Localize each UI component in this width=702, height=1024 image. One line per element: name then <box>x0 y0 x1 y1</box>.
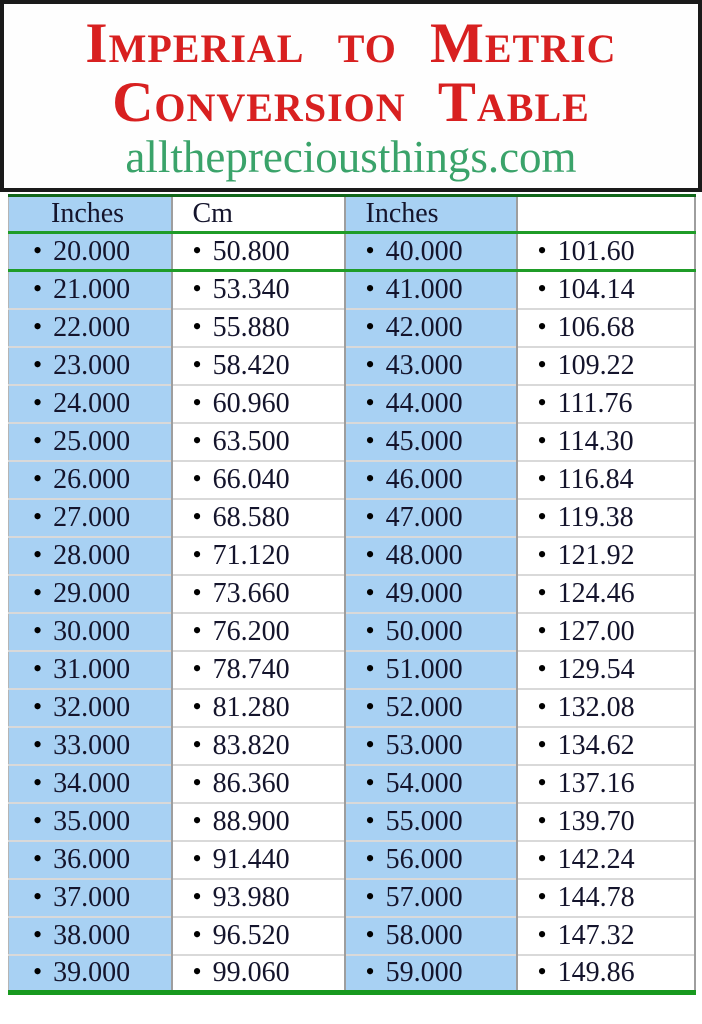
bullet-icon: • <box>192 881 202 911</box>
column-header-inches-2: Inches <box>345 196 517 233</box>
bullet-icon: • <box>192 691 202 721</box>
cell-value: 119.38 <box>557 501 634 533</box>
cell-value: 40.000 <box>385 235 463 267</box>
table-cell <box>517 461 695 499</box>
bullet-icon: • <box>537 425 547 455</box>
table-cell <box>172 347 345 385</box>
bullet-icon: • <box>192 843 202 873</box>
bullet-icon: • <box>537 501 547 531</box>
bullet-icon: • <box>33 881 43 911</box>
table-cell <box>9 803 172 841</box>
cell-value: 22.000 <box>53 311 131 343</box>
cell-value: 88.900 <box>212 805 290 837</box>
table-row <box>9 651 695 689</box>
table-cell <box>9 423 172 461</box>
bullet-icon: • <box>33 425 43 455</box>
bullet-icon: • <box>365 919 375 949</box>
table-cell <box>172 461 345 499</box>
table-row <box>9 917 695 955</box>
header-row <box>9 196 695 233</box>
table-cell <box>517 841 695 879</box>
cell-value: 48.000 <box>385 539 463 571</box>
cell-value: 55.000 <box>385 805 463 837</box>
bullet-icon: • <box>365 843 375 873</box>
bullet-icon: • <box>365 729 375 759</box>
table-cell <box>172 917 345 955</box>
table-cell <box>345 727 517 765</box>
cell-value: 54.000 <box>385 767 463 799</box>
website-url: allthepreciousthings.com <box>125 132 577 182</box>
cell-value: 111.76 <box>557 387 633 419</box>
table-cell <box>172 841 345 879</box>
bullet-icon: • <box>192 767 202 797</box>
bullet-icon: • <box>33 919 43 949</box>
bullet-icon: • <box>365 425 375 455</box>
cell-value: 78.740 <box>212 653 290 685</box>
bullet-icon: • <box>192 273 202 303</box>
bullet-icon: • <box>365 349 375 379</box>
cell-value: 127.00 <box>557 615 635 647</box>
bullet-icon: • <box>537 349 547 379</box>
cell-value: 124.46 <box>557 577 635 609</box>
bullet-icon: • <box>192 615 202 645</box>
table-cell <box>9 309 172 347</box>
table-cell <box>9 917 172 955</box>
bullet-icon: • <box>365 881 375 911</box>
cell-value: 33.000 <box>53 729 131 761</box>
table-row <box>9 841 695 879</box>
bullet-icon: • <box>365 539 375 569</box>
table-row <box>9 499 695 537</box>
table-cell <box>9 575 172 613</box>
table-cell <box>517 499 695 537</box>
bullet-icon: • <box>33 273 43 303</box>
bullet-icon: • <box>192 311 202 341</box>
table-cell <box>517 879 695 917</box>
bullet-icon: • <box>33 539 43 569</box>
table-cell <box>9 347 172 385</box>
cell-value: 101.60 <box>557 235 635 267</box>
bullet-icon: • <box>33 653 43 683</box>
bullet-icon: • <box>33 729 43 759</box>
bullet-icon: • <box>192 729 202 759</box>
bullet-icon: • <box>33 387 43 417</box>
bullet-icon: • <box>192 805 202 835</box>
cell-value: 116.84 <box>557 463 634 495</box>
cell-value: 86.360 <box>212 767 290 799</box>
bullet-icon: • <box>192 577 202 607</box>
table-cell <box>9 461 172 499</box>
table-row <box>9 727 695 765</box>
table-cell <box>172 613 345 651</box>
cell-value: 50.800 <box>212 235 290 267</box>
table-row <box>9 461 695 499</box>
bullet-icon: • <box>192 425 202 455</box>
table-cell <box>517 651 695 689</box>
table-row <box>9 803 695 841</box>
table-cell <box>345 233 517 271</box>
table-cell <box>9 841 172 879</box>
table-row <box>9 271 695 309</box>
bullet-icon: • <box>33 463 43 493</box>
table-cell <box>517 347 695 385</box>
table-cell <box>9 537 172 575</box>
table-cell <box>345 499 517 537</box>
cell-value: 53.000 <box>385 729 463 761</box>
cell-value: 99.060 <box>212 956 290 988</box>
cell-value: 46.000 <box>385 463 463 495</box>
bullet-icon: • <box>537 956 547 986</box>
table-cell <box>345 537 517 575</box>
cell-value: 73.660 <box>212 577 290 609</box>
cell-value: 30.000 <box>53 615 131 647</box>
bullet-icon: • <box>192 539 202 569</box>
bullet-icon: • <box>537 577 547 607</box>
cell-value: 56.000 <box>385 843 463 875</box>
table-cell <box>172 309 345 347</box>
cell-value: 20.000 <box>53 235 131 267</box>
cell-value: 59.000 <box>385 956 463 988</box>
bullet-icon: • <box>537 919 547 949</box>
table-cell <box>9 613 172 651</box>
table-cell <box>345 271 517 309</box>
table-cell <box>345 879 517 917</box>
table-cell <box>172 537 345 575</box>
table-cell <box>345 423 517 461</box>
table-cell <box>172 651 345 689</box>
cell-value: 31.000 <box>53 653 131 685</box>
bullet-icon: • <box>192 919 202 949</box>
bullet-icon: • <box>365 273 375 303</box>
cell-value: 44.000 <box>385 387 463 419</box>
cell-value: 60.960 <box>212 387 290 419</box>
bullet-icon: • <box>33 235 43 265</box>
cell-value: 149.86 <box>557 956 635 988</box>
table-cell <box>345 347 517 385</box>
bullet-icon: • <box>537 767 547 797</box>
table-cell <box>517 423 695 461</box>
cell-value: 96.520 <box>212 919 290 951</box>
bullet-icon: • <box>192 463 202 493</box>
cell-value: 42.000 <box>385 311 463 343</box>
bullet-icon: • <box>33 577 43 607</box>
cell-value: 129.54 <box>557 653 635 685</box>
cell-value: 49.000 <box>385 577 463 609</box>
bullet-icon: • <box>365 767 375 797</box>
table-row <box>9 955 695 993</box>
cell-value: 47.000 <box>385 501 463 533</box>
table-row <box>9 423 695 461</box>
table-cell <box>9 765 172 803</box>
table-row <box>9 309 695 347</box>
table-cell <box>9 727 172 765</box>
bullet-icon: • <box>365 805 375 835</box>
bullet-icon: • <box>33 691 43 721</box>
cell-value: 147.32 <box>557 919 635 951</box>
cell-value: 51.000 <box>385 653 463 685</box>
bullet-icon: • <box>33 349 43 379</box>
bullet-icon: • <box>33 615 43 645</box>
cell-value: 139.70 <box>557 805 635 837</box>
table-cell <box>345 613 517 651</box>
table-row <box>9 233 695 271</box>
cell-value: 106.68 <box>557 311 635 343</box>
table-row <box>9 347 695 385</box>
table-cell <box>172 423 345 461</box>
table-cell <box>517 309 695 347</box>
table-cell <box>345 385 517 423</box>
cell-value: 50.000 <box>385 615 463 647</box>
bullet-icon: • <box>537 463 547 493</box>
table-cell <box>517 955 695 993</box>
table-cell <box>517 385 695 423</box>
table-cell <box>517 765 695 803</box>
conversion-table-wrapper <box>0 192 702 995</box>
bullet-icon: • <box>33 311 43 341</box>
cell-value: 45.000 <box>385 425 463 457</box>
bullet-icon: • <box>365 311 375 341</box>
cell-value: 39.000 <box>53 956 131 988</box>
cell-value: 26.000 <box>53 463 131 495</box>
cell-value: 21.000 <box>53 273 131 305</box>
table-cell <box>345 309 517 347</box>
cell-value: 68.580 <box>212 501 290 533</box>
table-row <box>9 537 695 575</box>
cell-value: 37.000 <box>53 881 131 913</box>
bullet-icon: • <box>192 349 202 379</box>
column-header-cm-2 <box>517 196 695 233</box>
table-cell <box>9 499 172 537</box>
bullet-icon: • <box>365 615 375 645</box>
bullet-icon: • <box>192 956 202 986</box>
table-cell <box>172 955 345 993</box>
table-cell <box>345 765 517 803</box>
table-cell <box>172 385 345 423</box>
table-cell <box>9 879 172 917</box>
table-cell <box>172 803 345 841</box>
table-cell <box>517 271 695 309</box>
bullet-icon: • <box>537 843 547 873</box>
cell-value: 58.420 <box>212 349 290 381</box>
cell-value: 81.280 <box>212 691 290 723</box>
table-row <box>9 879 695 917</box>
table-row <box>9 575 695 613</box>
cell-value: 83.820 <box>212 729 290 761</box>
cell-value: 29.000 <box>53 577 131 609</box>
cell-value: 38.000 <box>53 919 131 951</box>
bullet-icon: • <box>33 956 43 986</box>
cell-value: 34.000 <box>53 767 131 799</box>
bullet-icon: • <box>537 311 547 341</box>
column-header-cm-1: Cm <box>172 196 345 233</box>
table-cell <box>9 385 172 423</box>
bullet-icon: • <box>537 273 547 303</box>
bullet-icon: • <box>192 501 202 531</box>
cell-value: 114.30 <box>557 425 634 457</box>
table-cell <box>517 917 695 955</box>
table-cell <box>172 499 345 537</box>
cell-value: 137.16 <box>557 767 635 799</box>
page-title-line1: Imperial to Metric <box>85 12 617 75</box>
cell-value: 57.000 <box>385 881 463 913</box>
bullet-icon: • <box>365 577 375 607</box>
bullet-icon: • <box>537 387 547 417</box>
bullet-icon: • <box>365 956 375 986</box>
cell-value: 53.340 <box>212 273 290 305</box>
table-cell <box>172 575 345 613</box>
page-title-line2: Conversion Table <box>112 71 590 134</box>
table-cell <box>517 803 695 841</box>
cell-value: 24.000 <box>53 387 131 419</box>
cell-value: 93.980 <box>212 881 290 913</box>
table-cell <box>172 879 345 917</box>
cell-value: 109.22 <box>557 349 635 381</box>
table-row <box>9 613 695 651</box>
bullet-icon: • <box>537 615 547 645</box>
table-body <box>9 233 695 993</box>
cell-value: 55.880 <box>212 311 290 343</box>
bullet-icon: • <box>537 881 547 911</box>
conversion-table <box>8 194 696 995</box>
bullet-icon: • <box>192 387 202 417</box>
table-cell <box>517 727 695 765</box>
table-cell <box>517 689 695 727</box>
cell-value: 71.120 <box>212 539 290 571</box>
table-row <box>9 765 695 803</box>
bullet-icon: • <box>365 653 375 683</box>
table-cell <box>172 271 345 309</box>
cell-value: 23.000 <box>53 349 131 381</box>
bullet-icon: • <box>365 501 375 531</box>
cell-value: 134.62 <box>557 729 635 761</box>
cell-value: 76.200 <box>212 615 290 647</box>
cell-value: 27.000 <box>53 501 131 533</box>
cell-value: 52.000 <box>385 691 463 723</box>
cell-value: 63.500 <box>212 425 290 457</box>
table-cell <box>172 233 345 271</box>
bullet-icon: • <box>365 387 375 417</box>
table-cell <box>345 803 517 841</box>
cell-value: 121.92 <box>557 539 635 571</box>
cell-value: 25.000 <box>53 425 131 457</box>
bullet-icon: • <box>192 235 202 265</box>
table-cell <box>172 727 345 765</box>
bullet-icon: • <box>537 653 547 683</box>
table-cell <box>345 575 517 613</box>
bullet-icon: • <box>33 767 43 797</box>
cell-value: 36.000 <box>53 843 131 875</box>
table-cell <box>172 765 345 803</box>
cell-value: 144.78 <box>557 881 635 913</box>
table-cell <box>345 689 517 727</box>
cell-value: 28.000 <box>53 539 131 571</box>
cell-value: 142.24 <box>557 843 635 875</box>
bullet-icon: • <box>537 235 547 265</box>
cell-value: 35.000 <box>53 805 131 837</box>
table-cell <box>345 841 517 879</box>
cell-value: 91.440 <box>212 843 290 875</box>
bullet-icon: • <box>192 653 202 683</box>
table-row <box>9 385 695 423</box>
bullet-icon: • <box>365 691 375 721</box>
table-cell <box>9 271 172 309</box>
cell-value: 32.000 <box>53 691 131 723</box>
bullet-icon: • <box>33 843 43 873</box>
table-cell <box>345 955 517 993</box>
table-cell <box>9 233 172 271</box>
cell-value: 132.08 <box>557 691 635 723</box>
cell-value: 104.14 <box>557 273 635 305</box>
bullet-icon: • <box>537 691 547 721</box>
table-cell <box>345 651 517 689</box>
cell-value: 58.000 <box>385 919 463 951</box>
table-cell <box>9 955 172 993</box>
table-cell <box>345 917 517 955</box>
table-cell <box>517 233 695 271</box>
bullet-icon: • <box>537 729 547 759</box>
table-cell <box>9 689 172 727</box>
cell-value: 66.040 <box>212 463 290 495</box>
cell-value: 41.000 <box>385 273 463 305</box>
bullet-icon: • <box>33 501 43 531</box>
column-header-inches-1: Inches <box>9 196 172 233</box>
bullet-icon: • <box>33 805 43 835</box>
bullet-icon: • <box>537 539 547 569</box>
table-cell <box>345 461 517 499</box>
table-row <box>9 689 695 727</box>
cell-value: 43.000 <box>385 349 463 381</box>
bullet-icon: • <box>537 805 547 835</box>
table-cell <box>517 575 695 613</box>
table-cell <box>517 613 695 651</box>
bullet-icon: • <box>365 235 375 265</box>
table-cell <box>9 651 172 689</box>
bullet-icon: • <box>365 463 375 493</box>
header-box <box>0 0 702 192</box>
table-header <box>9 196 695 233</box>
table-cell <box>517 537 695 575</box>
table-cell <box>172 689 345 727</box>
